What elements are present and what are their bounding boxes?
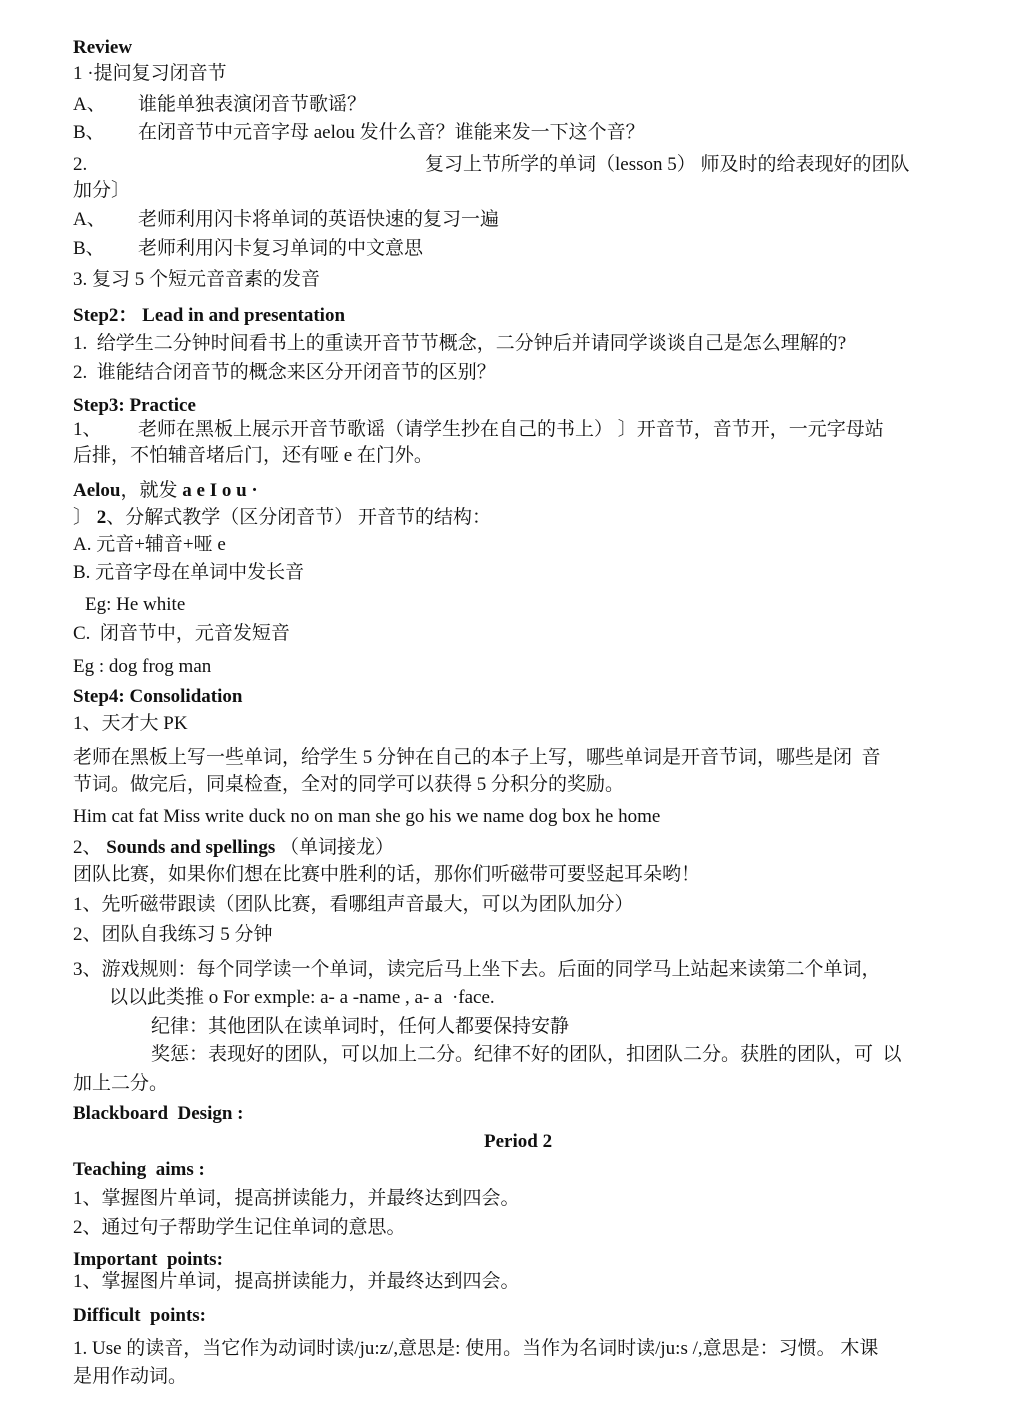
review-item-2a-label: A、 (73, 209, 106, 230)
step4-item-2-number: 2、 (73, 837, 102, 858)
review-item-1b-label: B、 (73, 122, 105, 143)
step3-item-2-number: 2 (96, 507, 107, 528)
difficult-point-1: 1. Use 的读音，当它作为动词时读/ju:z/,意思是: 使用。当作为名词时读/ju:s /,意思是：习惯。 木课 (73, 1338, 879, 1359)
step4-item-1: 1、天才大 PK (73, 713, 188, 734)
step4-heading: Step4: Consolidation (73, 686, 243, 707)
review-item-2b-label: B、 (73, 238, 105, 259)
step2-item-2: 2. 谁能结合闭音节的概念来区分开闭音节的区别？ (73, 362, 496, 383)
step4-sub-item-3-continued: 以以此类推 o For exmple: a- a -name , a- a ·face. (109, 987, 495, 1008)
step3-structure-a: A. 元音+辅音+哑 e (73, 534, 226, 555)
review-item-1a-text: 谁能单独表演闭音节歌谣？ (138, 94, 367, 115)
step4-sub-item-3: 3、游戏规则：每个同学读一个单词，读完后马上坐下去。后面的同学马上站起来读第二个单词， (73, 959, 881, 980)
step4-reward-continued: 加上二分。 (73, 1073, 169, 1094)
step4-discipline: 纪律：其他团队在读单词时，任何人都要保持安静 (151, 1016, 570, 1037)
step4-item-2 (73, 838, 394, 857)
chant-middle: ，就发 (120, 480, 178, 501)
step4-paragraph-1-continued: 节词。做完后，同桌检查，全对的同学可以获得 5 分积分的奖励。 (73, 774, 625, 795)
review-item-1a-label: A、 (73, 94, 106, 115)
review-item-2a-text: 老师利用闪卡将单词的英语快速的复习一遍 (138, 209, 500, 230)
review-item-1: 1 ·提问复习闭音节 (73, 63, 227, 84)
teaching-aims-heading: Teaching aims : (73, 1159, 205, 1180)
step4-reward: 奖惩：表现好的团队，可以加上二分。纪律不好的团队，扣团队二分。获胜的团队，可 以 (151, 1044, 902, 1065)
step3-chant (73, 481, 258, 500)
period-2-title: Period 2 (484, 1131, 553, 1152)
step4-item-2-title: Sounds and spellings (106, 837, 276, 858)
step3-item-2 (73, 508, 491, 527)
step3-structure-c: C. 闭音节中，元音发短音 (73, 623, 290, 644)
step4-sub-item-1: 1、先听磁带跟读（团队比赛，看哪组声音最大，可以为团队加分） (73, 894, 634, 915)
review-item-2-number: 2. (73, 154, 88, 175)
difficult-point-1-continued: 是用作动词。 (73, 1366, 188, 1387)
review-item-2b-text: 老师利用闪卡复习单词的中文意思 (138, 238, 424, 259)
chant-sounds: a e I o u · (182, 480, 258, 501)
review-item-2-text: 复习上节所学的单词（lesson 5） 师及时的给表现好的团队 (425, 154, 910, 175)
review-item-3: 3. 复习 5 个短元音音素的发音 (73, 269, 321, 290)
step4-item-2-tail: （单词接龙） (275, 837, 395, 858)
step3-example-1: Eg: He white (85, 594, 186, 615)
review-item-1b-text: 在闭音节中元音字母 aelou 发什么音？谁能来发一下这个音？ (138, 122, 645, 143)
step3-heading: Step3: Practice (73, 395, 196, 416)
teaching-aim-2: 2、通过句子帮助学生记住单词的意思。 (73, 1217, 406, 1238)
step4-paragraph-2: 团队比赛，如果你们想在比赛中胜利的话，那你们听磁带可要竖起耳朵哟！ (73, 864, 701, 885)
step3-example-2: Eg : dog frog man (73, 656, 212, 677)
review-heading: Review (73, 37, 133, 58)
step4-sub-item-2: 2、团队自我练习 5 分钟 (73, 924, 273, 945)
step3-item-2-text: 、分解式教学（区分闭音节） 开音节的结构： (106, 507, 492, 528)
step3-structure-b: B. 元音字母在单词中发长音 (73, 562, 305, 583)
step4-paragraph-1: 老师在黑板上写一些单词，给学生 5 分钟在自己的本子上写，哪些单词是开音节词，哪些是闭 音 (73, 747, 881, 768)
important-point-1: 1、掌握图片单词，提高拼读能力，并最终达到四会。 (73, 1271, 520, 1292)
step2-heading: Step2： Lead in and presentation (73, 305, 346, 326)
blackboard-heading: Blackboard Design : (73, 1103, 244, 1124)
difficult-points-heading: Difficult points: (73, 1305, 206, 1326)
step4-word-list: Him cat fat Miss write duck no on man she go his we name dog box he home (73, 806, 661, 827)
teaching-aim-1: 1、掌握图片单词，提高拼读能力，并最终达到四会。 (73, 1188, 520, 1209)
step3-item-1-text: 老师在黑板上展示开音节歌谣（请学生抄在自己的书上） 〕开音节，音节开，一元字母站 (138, 419, 884, 440)
important-points-heading: Important points: (73, 1249, 223, 1270)
step3-item-2-bracket: 〕 (73, 507, 93, 528)
chant-vowels: Aelou (73, 480, 121, 501)
review-item-2-continued: 加分〕 (73, 180, 131, 201)
step2-item-1: 1. 给学生二分钟时间看书上的重读开音节节概念，二分钟后并请同学谈谈自己是怎么理解的? (73, 333, 847, 354)
step3-item-1-continued: 后排，不怕辅音堵后门，还有哑 e 在门外。 (73, 445, 433, 466)
step3-item-1-number: 1、 (73, 419, 102, 440)
